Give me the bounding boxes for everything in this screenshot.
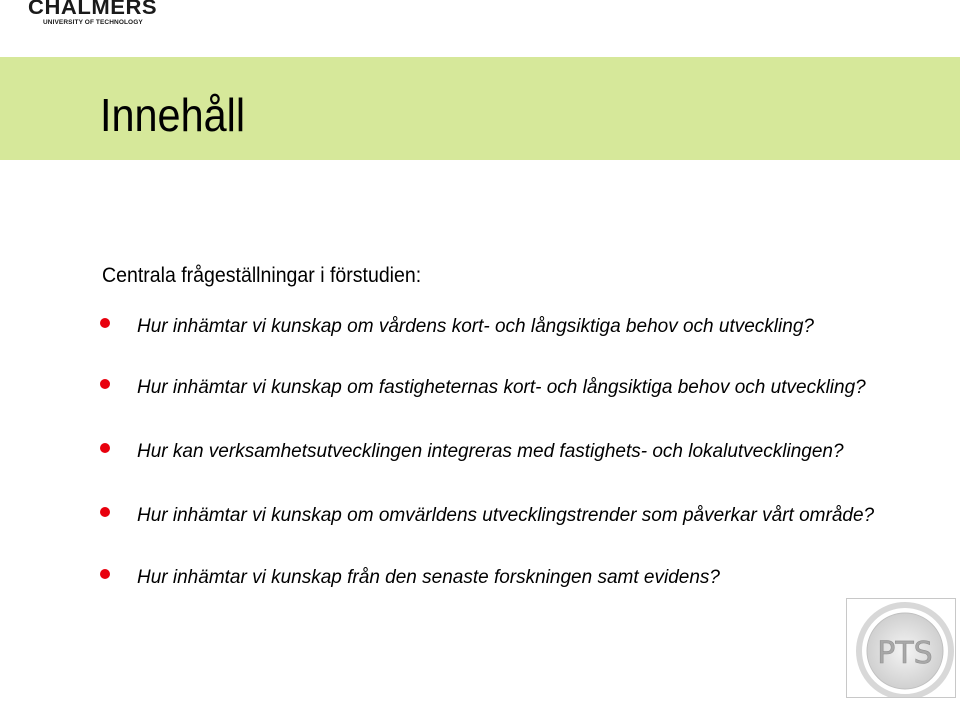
- bullet-text: Hur inhämtar vi kunskap om omvärldens utvecklingstrender som påverkar vårt område?: [137, 505, 875, 526]
- bullet-dot-icon: [100, 443, 110, 453]
- list-item: [100, 312, 877, 341]
- bullet-dot-icon: [100, 507, 110, 517]
- pts-logo-icon: [847, 599, 955, 697]
- pts-logo-text: PTS: [877, 636, 933, 671]
- bullet-text: Hur inhämtar vi kunskap från den senaste forskningen samt evidens?: [137, 567, 720, 588]
- logo-subtitle: UNIVERSITY OF TECHNOLOGY: [43, 19, 143, 26]
- pts-logo: [846, 598, 956, 698]
- slide-title: Innehåll: [100, 89, 246, 141]
- bullet-text: Hur kan verksamhetsutvecklingen integreras med fastighets- och lokalutvecklingen?: [137, 441, 844, 462]
- chalmers-logo: [28, 0, 168, 30]
- bullet-text: Hur inhämtar vi kunskap om vårdens kort- och långsiktiga behov och utveckling?: [137, 316, 814, 337]
- list-item: [100, 373, 877, 402]
- bullet-dot-icon: [100, 379, 110, 389]
- list-item: [100, 501, 877, 530]
- bullet-dot-icon: [100, 318, 110, 328]
- logo-name: CHALMERS: [28, 0, 158, 19]
- bullet-text: Hur inhämtar vi kunskap om fastigheternas kort- och långsiktiga behov och utveckling?: [137, 377, 866, 398]
- list-item: [100, 437, 877, 466]
- list-item: [100, 563, 877, 592]
- intro-text: Centrala frågeställningar i förstudien:: [102, 264, 422, 287]
- bullet-dot-icon: [100, 569, 110, 579]
